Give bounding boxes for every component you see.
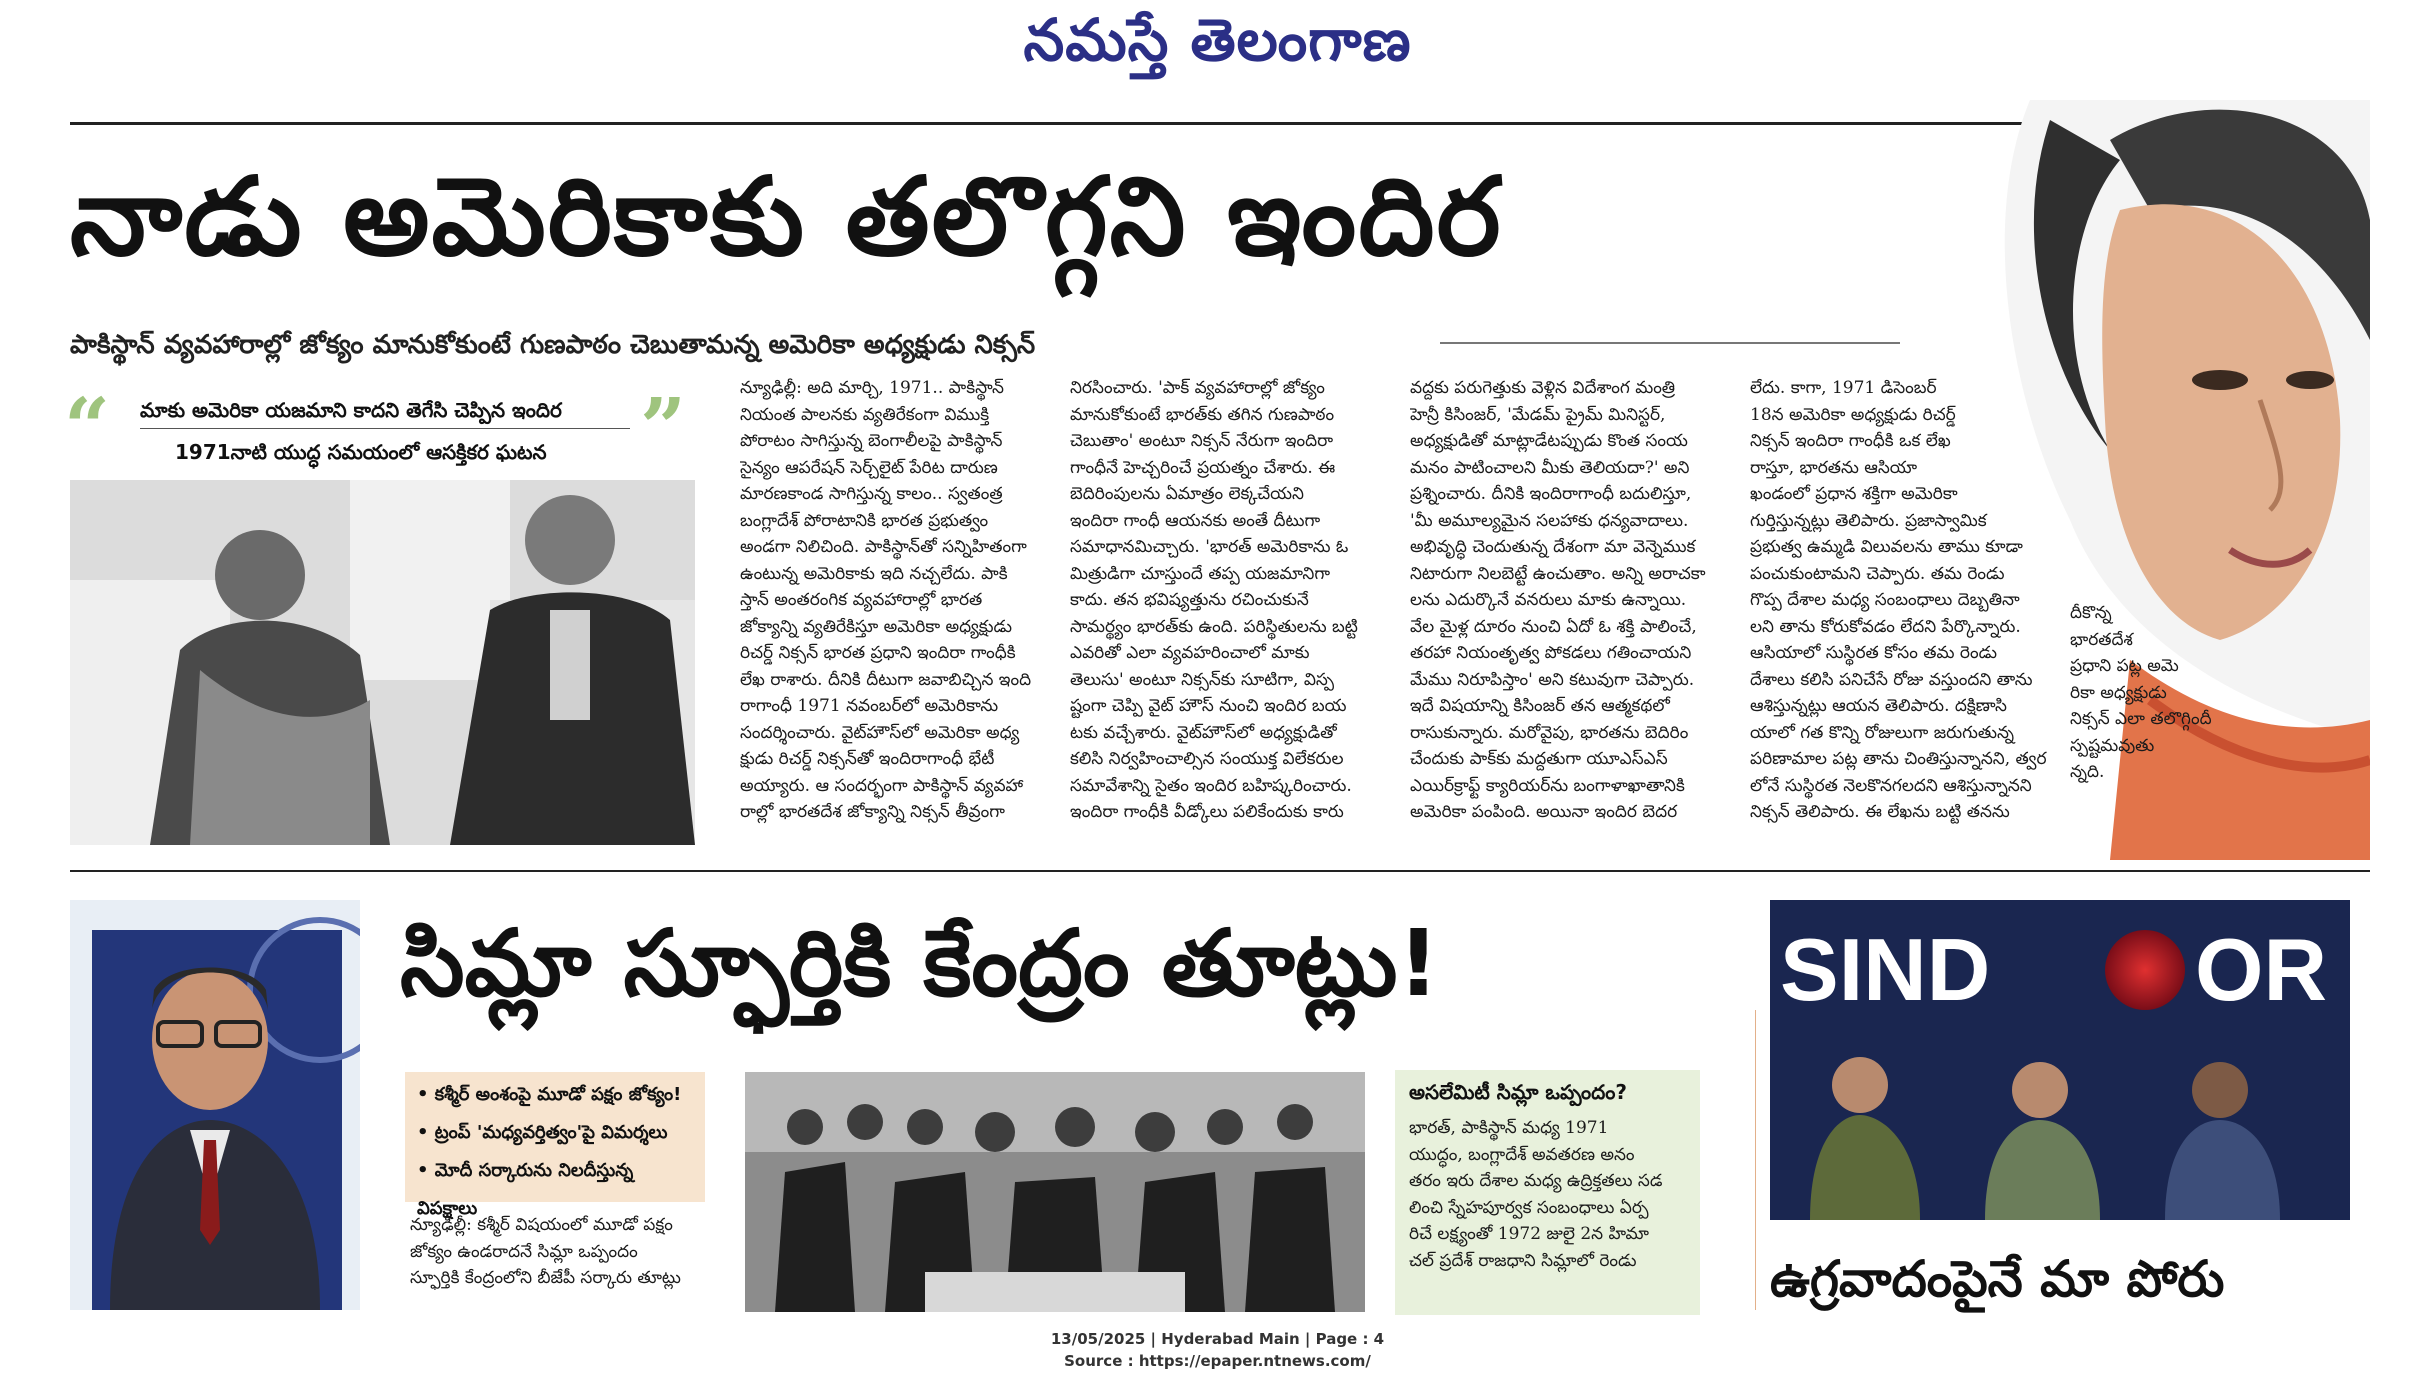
text-line: సామర్థ్యం భారత్‌కు ఉంది. పరిస్థితులను బట్టి — [1070, 616, 1358, 637]
top-rule — [70, 122, 2110, 125]
text-line: తరం ఇరు దేశాల మధ్య ఉద్రిక్తతలు సడ — [1409, 1171, 1663, 1191]
text-line: పరిణామాల పట్ల తాను చింతిస్తున్నానని, త్వర — [1750, 749, 2047, 769]
middle-rule — [70, 870, 2370, 872]
text-line: రికా అధ్యక్షుడు — [2070, 682, 2167, 703]
text-line: సమావేశాన్ని సైతం ఇందిర బహిష్కరించారు. — [1070, 775, 1352, 796]
text-line: అయ్యారు. ఆ సందర్భంగా పాకిస్థాన్ వ్యవహా — [740, 775, 1024, 796]
simla-explainer-box — [1395, 1070, 1700, 1315]
text-line: గుర్తిస్తున్నట్లు తెలిపారు. ప్రజాస్వామిక — [1750, 510, 1987, 531]
text-line: ప్రభుత్వ ఉమ్మడి విలువలను తాము కూడా — [1750, 537, 2023, 557]
text-line: మేము నిరూపిస్తాం' అని కటువుగా చెప్పారు. — [1410, 669, 1695, 690]
top-column-5 — [2070, 600, 2240, 800]
text-line: సైన్యం ఆపరేషన్ సెర్చ్‌లైట్ పేరిట దారుణ — [740, 457, 998, 478]
text-line: దీకొన్న — [2070, 603, 2112, 623]
text-line: తెలుసు' అంటూ నిక్సన్‌కు సూటిగా, విస్ప — [1070, 669, 1335, 690]
sindoor-banner-part2: OR — [2195, 920, 2327, 1019]
close-quote-mark: ” — [640, 380, 687, 474]
text-line: కలిసి నిర్వహించాల్సిన సంయుక్త విలేకరుల — [1070, 749, 1344, 769]
text-line: లని తాను కోరుకోవడం లేదని పేర్కొన్నారు. — [1750, 616, 2021, 637]
text-line: సందర్శించారు. వైట్‌హౌస్‌లో అమెరికా అధ్య — [740, 722, 1020, 743]
quote-line-1: మాకు అమెరికా యజమాని కాదని తెగేసి చెప్పిన ఇందిర — [140, 398, 562, 422]
text-line: బెదిరింపులను ఏమాత్రం లెక్కచేయని — [1070, 484, 1304, 504]
text-line: మానుకోకుంటే భారత్‌కు తగిన గుణపాఠం — [1070, 404, 1335, 425]
text-line: న్యూఢిల్లీ: అది మార్చి, 1971.. పాకిస్థాన్ — [740, 378, 1004, 398]
text-line: గొప్ప దేశాల మధ్య సంబంధాలు దెబ్బతినా — [1750, 590, 2020, 610]
bullet-item: • ట్రంప్ 'మధ్యవర్తిత్వం'పై విమర్శలు — [417, 1114, 693, 1152]
text-line: అధ్యక్షుడితో మాట్లాడేటప్పుడు కొంత సంయ — [1410, 431, 1688, 451]
text-line: ఖండంలో ప్రధాన శక్తిగా అమెరికా — [1750, 484, 1958, 504]
headline-underline — [1440, 342, 1900, 344]
text-line: రిచే లక్ష్యంతో 1972 జులై 2న హిమా — [1409, 1224, 1649, 1244]
text-line: భారతదేశ — [2070, 629, 2133, 650]
text-line: ఇందిరా గాంధీ ఆయనకు అంతే దీటుగా — [1070, 510, 1321, 531]
text-line: 18న అమెరికా అధ్యక్షుడు రిచర్డ్ — [1750, 404, 1956, 425]
bottom-body — [410, 1212, 710, 1312]
text-line: స్పష్టమవుతు — [2070, 735, 2155, 756]
text-line: నిక్సన్ ఇందిరా గాంధీకి ఒక లేఖ — [1750, 431, 1951, 451]
text-line: నిరసించారు. 'పాక్ వ్యవహారాల్లో జోక్యం — [1070, 378, 1325, 398]
text-line: ప్రధాని పట్ల అమె — [2070, 656, 2179, 676]
text-line: ఆశిస్తున్నట్లు ఆయన తెలిపారు. దక్షిణాసి — [1750, 696, 2007, 716]
text-line: లేఖ రాశారు. దీనికి దీటుగా జవాబిచ్చిన ఇంది — [740, 669, 1032, 690]
text-line: యుద్ధం, బంగ్లాదేశ్ అవతరణ అనం — [1409, 1144, 1635, 1165]
quote-line-2: 1971నాటి యుద్ధ సమయంలో ఆసక్తికర ఘటన — [175, 440, 547, 464]
open-quote-mark: “ — [64, 380, 111, 474]
sidebar-frame — [1755, 1010, 1756, 1310]
text-line: రాసుకున్నారు. మరోవైపు, భారతను బెదిరిం — [1410, 722, 1689, 743]
footer-source: Source : https://epaper.ntnews.com/ — [1064, 1352, 1371, 1370]
text-line: చల్ ప్రదేశ్ రాజధాని సిమ్లాలో రెండు — [1409, 1250, 1637, 1271]
top-headline: నాడు అమెరికాకు తలొగ్గని ఇందిర — [70, 155, 1503, 280]
text-line: యాలో గత కొన్ని రోజులుగా జరుగుతున్న — [1750, 722, 2014, 743]
text-line: స్ఫూర్తికి కేంద్రంలోని బీజేపీ సర్కారు తూట్లు — [410, 1268, 681, 1288]
text-line: క్షుడు రిచర్డ్ నిక్సన్‌తో ఇందిరాగాంధీ భేటీ — [740, 749, 995, 769]
text-line: నిక్సన్ ఎలా తలొగ్గిందీ — [2070, 709, 2212, 729]
text-line: ఎవరితో ఎలా వ్యవహరించాలో మాకు — [1070, 643, 1310, 663]
text-line: జోక్యాన్ని వ్యతిరేకిస్తూ అమెరికా అధ్యక్షుడు — [740, 616, 1012, 637]
bottom-headline: సిమ్లా స్ఫూర్తికి కేంద్రం తూట్లు! — [400, 910, 1440, 1017]
quote-divider — [140, 428, 630, 429]
text-line: ష్టంగా చెప్పి వైట్ హౌస్ నుంచి ఇందిర బయ — [1070, 696, 1347, 716]
top-subheadline: పాకిస్థాన్ వ్యవహారాల్లో జోక్యం మానుకోకుంటే గుణపాఠం చెబుతామన్న అమెరికా అధ్యక్షుడు నిక్సన్ — [70, 330, 1036, 360]
text-line: రిచర్డ్ నిక్సన్ భారత ప్రధాని ఇందిరా గాంధీకి — [740, 643, 1016, 663]
footer-dateline: 13/05/2025 | Hyderabad Main | Page : 4 — [1050, 1330, 1385, 1348]
top-column-3 — [1410, 375, 1730, 845]
top-column-2 — [1070, 375, 1390, 845]
text-line: వేల మైళ్ల దూరం నుంచి ఏదో ఓ శక్తి పాలించే, — [1410, 616, 1697, 637]
explainer-body — [1409, 1115, 1686, 1295]
sidebar-headline: ఉగ్రవాదంపైనే మా పోరు — [1770, 1250, 2225, 1308]
bullet-item: • మోదీ సర్కారును నిలదీస్తున్న విపక్షాలు — [417, 1152, 693, 1228]
text-line: టకు వచ్చేశారు. వైట్‌హౌస్‌లో అధ్యక్షుడితో — [1070, 722, 1337, 743]
text-line: భారత్, పాకిస్థాన్ మధ్య 1971 — [1409, 1118, 1609, 1138]
bullet-box — [405, 1072, 705, 1219]
text-line: రాల్లో భారతదేశ జోక్యాన్ని నిక్సన్ తీవ్రంగా — [740, 802, 1005, 822]
text-line: ఆసియాలో సుస్థిరత కోసం తమ రెండు — [1750, 643, 1998, 663]
text-line: లేదు. కాగా, 1971 డిసెంబర్ — [1750, 378, 1937, 398]
text-line: పోరాటం సాగిస్తున్న బెంగాలీలపై పాకిస్థాన్ — [740, 431, 1003, 451]
text-line: గాంధీనే హెచ్చరించే ప్రయత్నం చేశారు. ఈ — [1070, 457, 1336, 478]
red-dot — [2105, 930, 2185, 1010]
bullet-item: • కశ్మీర్ అంశంపై మూడో పక్షం జోక్యం! — [417, 1076, 693, 1114]
text-line: ఇందిరా గాంధీకి వీడ్కోలు పలికేందుకు కారు — [1070, 802, 1344, 822]
text-line: నియంత పాలనకు వ్యతిరేకంగా విముక్తి — [740, 404, 990, 425]
text-line: మారణకాండ సాగిస్తున్న కాలం.. స్వతంత్ర — [740, 484, 1003, 504]
text-line: అభివృద్ధి చెందుతున్న దేశంగా మా వెన్నెముక — [1410, 537, 1696, 557]
text-line: అండగా నిలిచింది. పాకిస్థాన్‌తో సన్నిహితంగా — [740, 537, 1027, 557]
text-line: న్యూఢిల్లీ: కశ్మీర్ విషయంలో మూడో పక్షం — [410, 1215, 673, 1235]
text-line: స్తాన్ అంతరంగిక వ్యవహారాల్లో భారత — [740, 590, 983, 610]
text-line: నిటారుగా నిలబెట్టే ఉంచుతాం. అన్ని అరాచకా — [1410, 563, 1706, 584]
indira-nixon-photo — [70, 480, 695, 845]
text-line: దేశాలు కలిసి పనిచేసే రోజు వస్తుందని తాను — [1750, 669, 2033, 690]
text-line: చెబుతాం' అంటూ నిక్సన్ నేరుగా ఇందిరా — [1070, 431, 1334, 451]
text-line: లోనే సుస్థిరత నెలకొనగలదని ఆశిస్తున్నానని — [1750, 775, 2032, 796]
top-column-4 — [1750, 375, 2050, 845]
text-line: పంచుకుంటామని చెప్పారు. తమ రెండు — [1750, 563, 2005, 584]
text-line: ఉంటున్న అమెరికాకు ఇది నచ్చలేదు. పాకి — [740, 563, 1008, 584]
text-line: హెన్రీ కిసింజర్, 'మేడమ్ ప్రైమ్ మినిస్టర్, — [1410, 404, 1666, 425]
text-line: న్నది. — [2070, 762, 2105, 782]
simla-agreement-photo — [745, 1072, 1365, 1312]
text-line: లను ఎదుర్కొనే వనరులు మాకు ఉన్నాయి. — [1410, 590, 1687, 610]
text-line: లించి స్నేహపూర్వక సంబంధాలు ఏర్ప — [1409, 1197, 1649, 1218]
text-line: నిక్సన్ తెలిపారు. ఈ లేఖను బట్టి తనను — [1750, 802, 2010, 822]
explainer-title: అసలేమిటీ సిమ్లా ఒప్పందం? — [1409, 1080, 1627, 1104]
text-line: అమెరికా పంపింది. అయినా ఇందిర బెదర — [1410, 802, 1678, 822]
text-line: మనం పాటించాలని మీకు తెలియదా?' అని — [1410, 457, 1690, 478]
spokesperson-photo — [70, 900, 360, 1310]
text-line: కాదు. తన భవిష్యత్తును రచించుకునే — [1070, 590, 1309, 610]
top-column-1 — [740, 375, 1050, 845]
text-line: రాగాంధీ 1971 నవంబర్‌లో అమెరికాను — [740, 696, 999, 716]
text-line: వద్దకు పరుగెత్తుకు వెళ్లిన విదేశాంగ మంత్రి — [1410, 378, 1676, 398]
text-line: బంగ్లాదేశ్ పోరాటానికి భారత ప్రభుత్వం — [740, 510, 989, 531]
sindoor-banner-part1: SIND — [1780, 920, 1991, 1019]
text-line: ప్రశ్నించారు. దీనికి ఇందిరాగాంధీ బదులిస్తూ, — [1410, 484, 1692, 504]
text-line: సమాధానమిచ్చారు. 'భారత్ అమెరికాను ఓ — [1070, 537, 1349, 557]
masthead-title: నమస్తే తెలంగాణ — [1023, 6, 1412, 74]
text-line: రాస్తూ, భారతను ఆసియా — [1750, 457, 1918, 478]
text-line: మిత్రుడిగా చూస్తుందే తప్ప యజమానిగా — [1070, 563, 1330, 584]
text-line: ఇదే విషయాన్ని కిసింజర్ తన ఆత్మకథలో — [1410, 696, 1670, 716]
operation-sindoor-photo — [1770, 900, 2350, 1220]
text-line: చేందుకు పాక్‌కు మద్దతుగా యూఎస్‌ఎస్ — [1410, 749, 1668, 769]
text-line: తరహా నియంతృత్వ పోకడలు గతించాయని — [1410, 643, 1692, 663]
text-line: జోక్యం ఉండరాదనే సిమ్లా ఒప్పందం — [410, 1241, 638, 1262]
text-line: 'మీ అమూల్యమైన సలహాకు ధన్యవాదాలు. — [1410, 510, 1689, 531]
text-line: ఎయిర్‌క్రాఫ్ట్ క్యారియర్‌ను బంగాళాఖాతానికి — [1410, 775, 1685, 796]
